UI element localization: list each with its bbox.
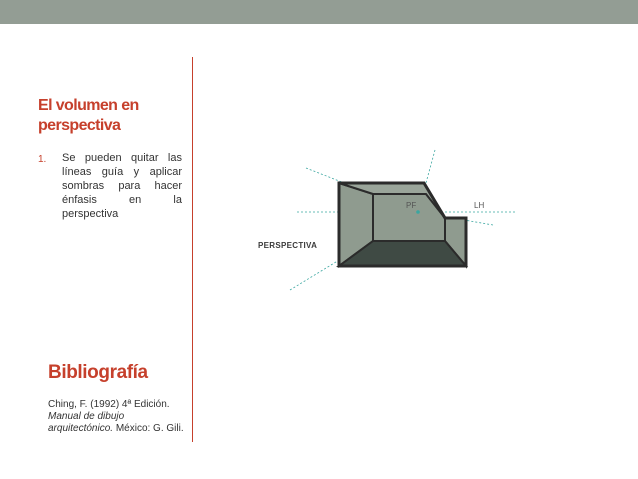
perspective-label: PERSPECTIVA [258, 241, 318, 250]
bibliography-author: Ching, F. (1992) 4ª Edición. [48, 399, 170, 410]
vanishing-point-marker [416, 210, 420, 214]
pf-label: PF [406, 201, 417, 210]
lh-label: LH [474, 201, 485, 210]
list-item-text: Se pueden quitar las líneas guía y aplicar sombras para hacer énfasis en la perspectiva [62, 152, 182, 220]
list-number: 1. [38, 154, 47, 165]
bibliography-heading: Bibliografía [48, 362, 148, 383]
bibliography-publisher: México: G. Gili. [115, 423, 184, 434]
bibliography-book-title: Manual de dibujo arquitectónico. [48, 411, 125, 434]
slide-title: El volumen en perspectiva [38, 97, 139, 134]
